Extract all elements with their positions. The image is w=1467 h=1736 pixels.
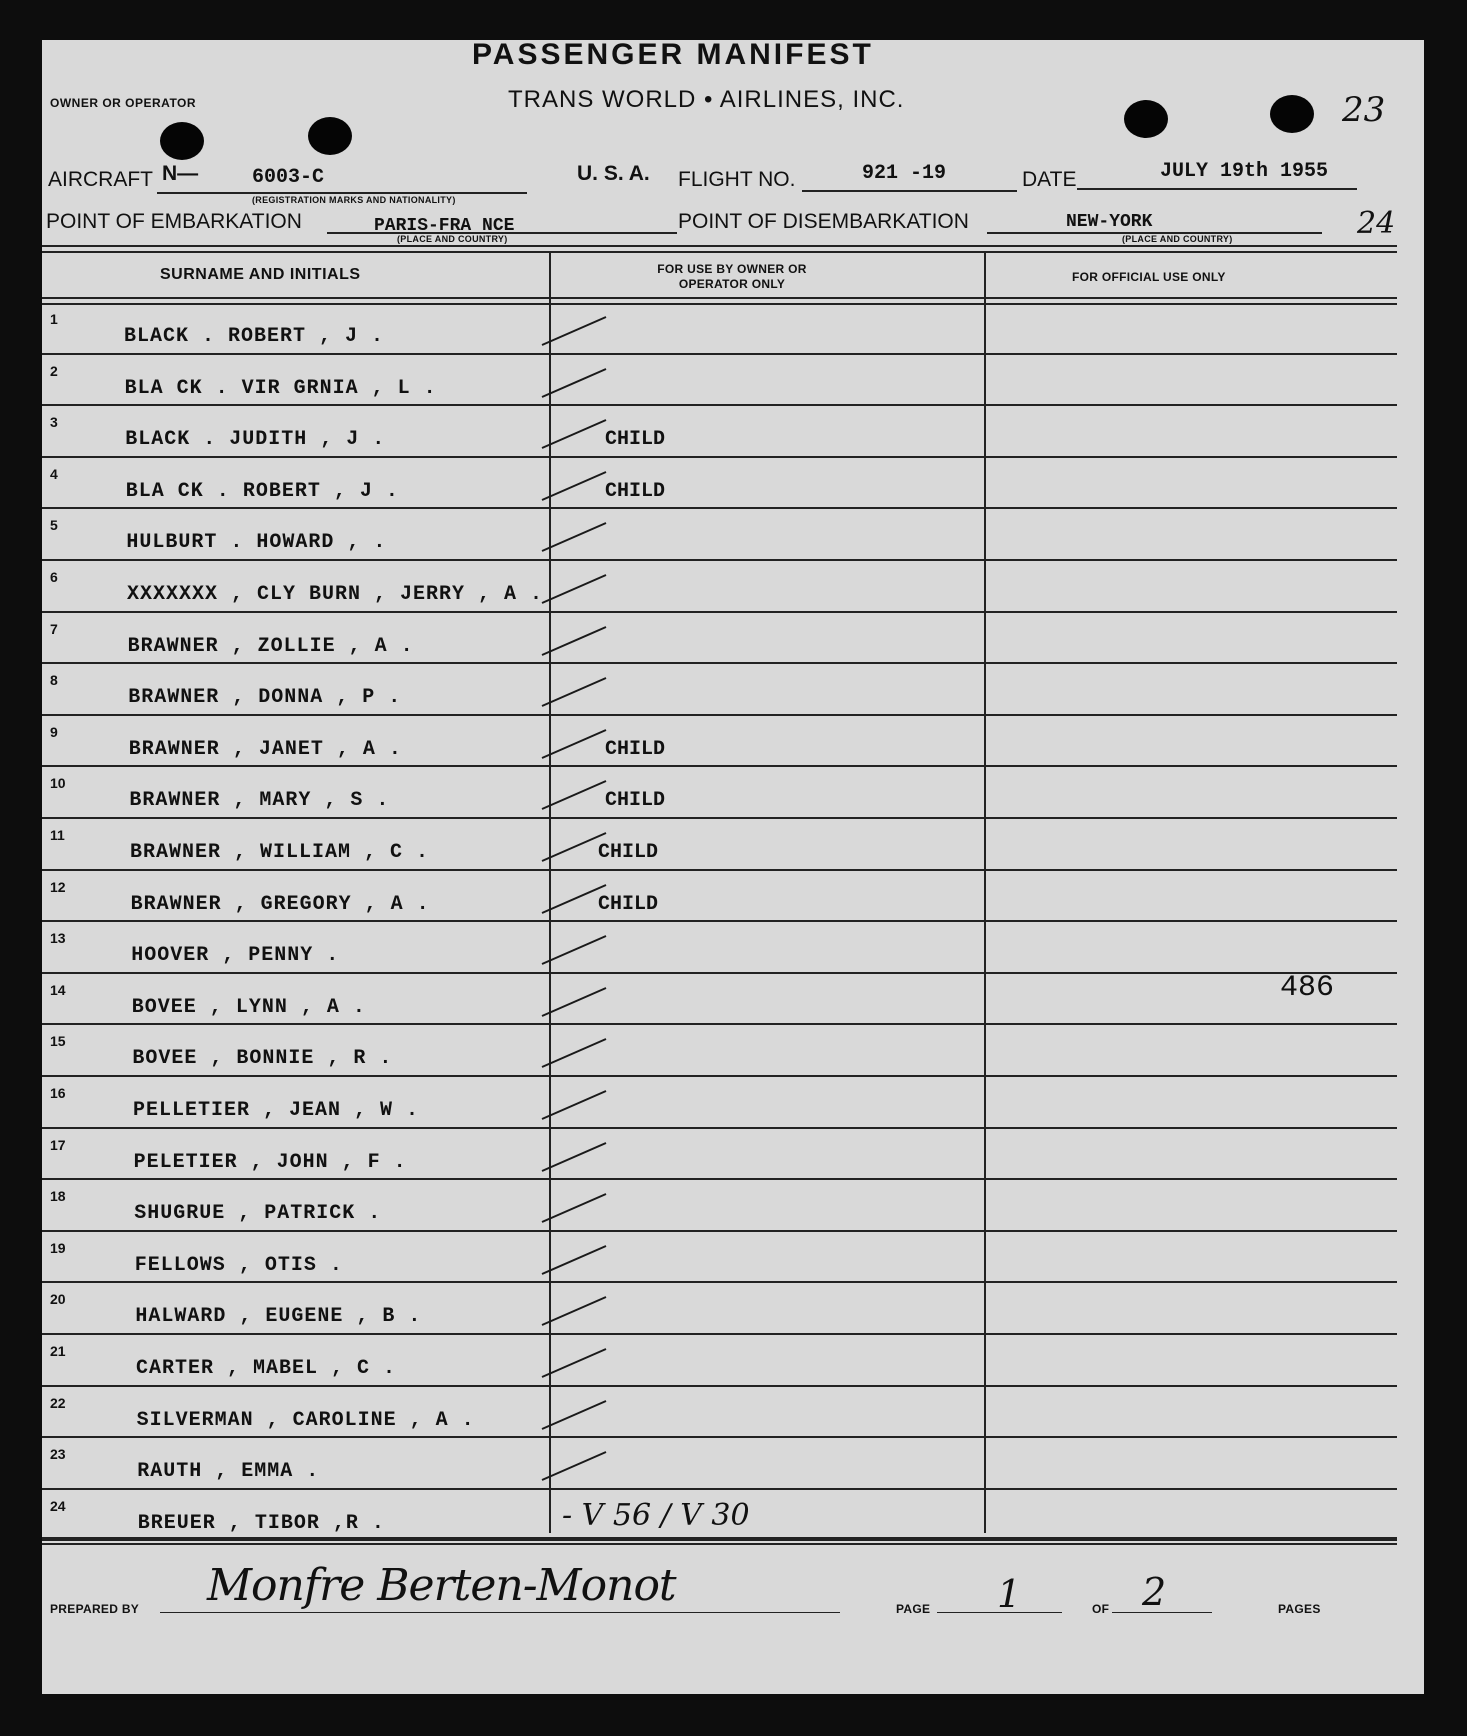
passenger-name: BRAWNER , ZOLLIE , A .: [127, 634, 414, 658]
table-row: [42, 406, 1397, 458]
table-row: [42, 561, 1397, 613]
table-row: [42, 1077, 1397, 1129]
row-number: 20: [50, 1291, 66, 1308]
checkmark-icon: [540, 623, 610, 657]
table-row: [42, 355, 1397, 407]
embarkation-value: PARIS-FRA NCE: [374, 216, 515, 236]
child-note: CHILD: [605, 479, 666, 503]
passenger-name: BRAWNER , JANET , A .: [128, 737, 402, 761]
embarkation-label: POINT OF EMBARKATION: [46, 210, 302, 233]
checkmark-icon: [540, 984, 610, 1018]
passenger-name: SILVERMAN , CAROLINE , A .: [136, 1408, 475, 1432]
checkmark-icon: [540, 365, 610, 399]
official-note: 486: [1280, 971, 1335, 1005]
table-row: [42, 1335, 1397, 1387]
checkmark-icon: [540, 571, 610, 605]
registration-note: (REGISTRATION MARKS AND NATIONALITY): [252, 195, 456, 205]
table-row: [42, 613, 1397, 665]
row-number: 17: [50, 1136, 66, 1153]
table-row: [42, 1387, 1397, 1439]
table-row: [42, 664, 1397, 716]
row-number: 13: [50, 930, 66, 947]
child-note: CHILD: [605, 428, 666, 452]
child-note: CHILD: [605, 789, 666, 813]
owner-label: OWNER OR OPERATOR: [50, 96, 197, 110]
table-row: [42, 871, 1397, 923]
row-number: 19: [50, 1239, 66, 1256]
passenger-name: HOOVER , PENNY .: [131, 944, 340, 968]
row-number: 10: [50, 775, 66, 792]
date-value: JULY 19th 1955: [1160, 160, 1329, 183]
passenger-name: SHUGRUE , PATRICK .: [134, 1202, 382, 1226]
row-number: 15: [50, 1033, 66, 1050]
checkmark-icon: [540, 468, 610, 502]
prepared-by-label: PREPARED BY: [50, 1602, 140, 1616]
handwritten-top: 23: [1342, 90, 1386, 130]
aircraft-label: AIRCRAFT: [48, 168, 153, 191]
row-number: 6: [50, 569, 58, 585]
checkmark-icon: [540, 1190, 610, 1224]
passenger-name: RAUTH , EMMA .: [137, 1460, 320, 1484]
handwritten-side: 24: [1357, 206, 1396, 241]
table-row: [42, 1490, 1397, 1542]
aircraft-prefix: N—: [162, 162, 199, 185]
date-label: DATE: [1022, 168, 1077, 191]
row-number: 22: [50, 1394, 66, 1411]
passenger-name: PELLETIER , JEAN , W .: [133, 1099, 420, 1122]
passenger-name: BOVEE , BONNIE , R .: [132, 1047, 393, 1071]
checkmark-icon: [540, 1293, 610, 1327]
table-row: [42, 1129, 1397, 1181]
passenger-name: BLA CK . ROBERT , J .: [125, 479, 399, 503]
passenger-name: BLACK . ROBERT , J .: [124, 325, 385, 348]
child-note: CHILD: [598, 841, 659, 864]
passenger-name: BRAWNER , MARY , S .: [129, 789, 390, 813]
manifest-sheet: [42, 40, 1424, 1694]
row-number: 16: [50, 1085, 66, 1101]
page-value: 1: [997, 1572, 1022, 1616]
checkmark-icon: [540, 1035, 610, 1069]
table-row: [42, 1180, 1397, 1232]
passenger-name: BRAWNER , WILLIAM , C .: [130, 841, 430, 864]
passenger-name: BRAWNER , GREGORY , A .: [130, 892, 430, 916]
passenger-name: BREUER , TIBOR ,R .: [137, 1511, 385, 1535]
of-label: OF: [1092, 1602, 1110, 1616]
place-note-left: (PLACE AND COUNTRY): [397, 234, 508, 244]
row-number: 18: [50, 1188, 66, 1205]
row-number: 24: [50, 1497, 66, 1514]
airline-name: TRANS WORLD • AIRLINES, INC.: [508, 86, 905, 113]
flight-value: 921 -19: [862, 162, 947, 185]
handwritten-note: - V 56 / V 30: [562, 1497, 750, 1533]
passenger-name: BOVEE , LYNN , A .: [131, 995, 366, 1019]
disembarkation-label: POINT OF DISEMBARKATION: [678, 210, 969, 233]
passenger-name: PELETIER , JOHN , F .: [133, 1150, 407, 1174]
table-row: [42, 716, 1397, 768]
page-label: PAGE: [896, 1602, 931, 1616]
row-number: 7: [50, 620, 58, 637]
passenger-name: BLACK . JUDITH , J .: [125, 428, 386, 452]
passenger-name: BRAWNER , DONNA , P .: [128, 686, 402, 710]
table-row: [42, 1025, 1397, 1077]
passenger-name: HULBURT . HOWARD , .: [126, 531, 387, 555]
country-label: U. S. A.: [577, 162, 650, 185]
passenger-name: XXXXXXX , CLY BURN , JERRY , A .: [127, 583, 544, 606]
table-row: [42, 922, 1397, 974]
table-row: [42, 1438, 1397, 1490]
disembarkation-value: NEW-YORK: [1066, 212, 1153, 232]
child-note: CHILD: [605, 737, 666, 761]
table-row: [42, 458, 1397, 510]
row-number: 11: [50, 827, 65, 843]
punch-hole-icon: [308, 117, 352, 155]
table-row: [42, 1232, 1397, 1284]
flight-label: FLIGHT NO.: [678, 168, 796, 191]
table-row: [42, 974, 1397, 1026]
passenger-name: FELLOWS , OTIS .: [134, 1253, 343, 1277]
row-number: 3: [50, 414, 58, 431]
checkmark-icon: [540, 777, 610, 811]
checkmark-icon: [540, 1139, 610, 1173]
table-row: [42, 509, 1397, 561]
table-row: [42, 819, 1397, 871]
table-row: [42, 1283, 1397, 1335]
place-note-right: (PLACE AND COUNTRY): [1122, 234, 1233, 244]
table-row: [42, 767, 1397, 819]
checkmark-icon: [540, 1242, 610, 1276]
checkmark-icon: [540, 416, 610, 450]
row-number: 2: [50, 362, 58, 379]
row-number: 12: [50, 878, 66, 895]
signature: Monfre Berten-Monot: [207, 1560, 676, 1611]
column-header-owner: FOR USE BY OWNER OR OPERATOR ONLY: [657, 262, 807, 291]
checkmark-icon: [540, 1448, 610, 1482]
column-header-official: FOR OFFICIAL USE ONLY: [1072, 270, 1226, 284]
punch-hole-icon: [1124, 100, 1168, 138]
column-header-name: SURNAME AND INITIALS: [160, 266, 361, 283]
pages-label: PAGES: [1278, 1602, 1321, 1616]
aircraft-value: 6003-C: [252, 166, 325, 189]
checkmark-icon: [540, 1087, 610, 1121]
row-number: 5: [50, 517, 58, 534]
row-number: 8: [50, 672, 58, 689]
passenger-name: CARTER , MABEL , C .: [136, 1357, 397, 1380]
checkmark-icon: [540, 726, 610, 760]
passenger-name: HALWARD , EUGENE , B .: [135, 1305, 422, 1329]
checkmark-icon: [540, 313, 610, 347]
checkmark-icon: [540, 519, 610, 553]
row-number: 23: [50, 1446, 66, 1463]
row-number: 4: [50, 465, 58, 482]
passenger-name: BLA CK . VIR GRNIA , L .: [124, 376, 437, 400]
punch-hole-icon: [1270, 95, 1314, 133]
checkmark-icon: [540, 674, 610, 708]
checkmark-icon: [540, 932, 610, 966]
row-number: 14: [50, 981, 66, 998]
row-number: 9: [50, 723, 58, 740]
checkmark-icon: [540, 1345, 610, 1379]
row-number: 1: [50, 311, 58, 327]
page-title: PASSENGER MANIFEST: [472, 38, 874, 71]
of-value: 2: [1142, 1570, 1167, 1614]
child-note: CHILD: [598, 892, 659, 916]
punch-hole-icon: [160, 122, 204, 160]
row-number: 21: [50, 1343, 66, 1359]
table-row: [42, 303, 1397, 355]
checkmark-icon: [540, 1397, 610, 1431]
